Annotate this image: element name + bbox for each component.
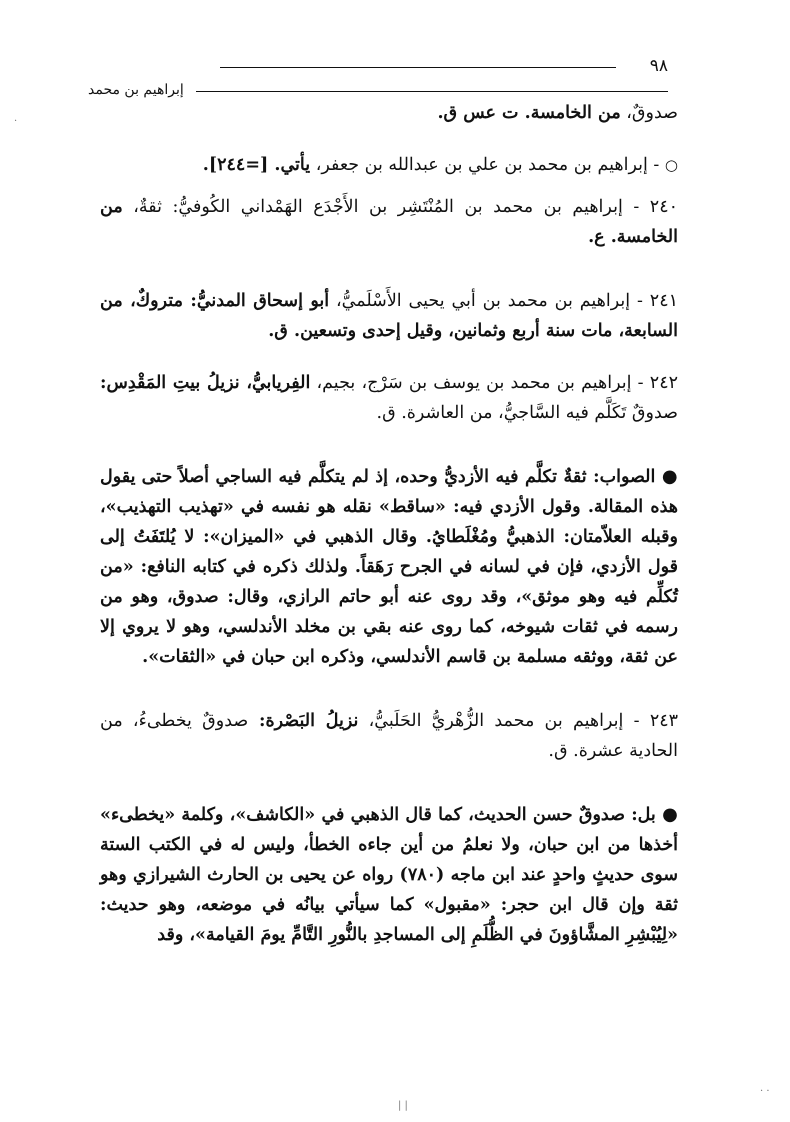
circle-marker-icon: ○: [664, 156, 678, 174]
entry-cross-reference: ○ - إبراهيم بن محمد بن علي بن عبدالله بن جعفر، يأتي. [=٢٤٤].: [202, 155, 678, 175]
page-body: [100, 98, 678, 950]
comment-243: ● بل: صدوقٌ حسن الحديث، كما قال الذهبي في «الكاشف»، وكلمة «يخطىء» أخذها من ابن حبان، ولا نعلمُ من أين جاءه الخطأ، وليس له في الكتب الستة سوى حديثٍ واحدٍ عند ابن ماجه (٧٨٠) رواه عن يحيى بن الحارث الشيرازي وهو ثقة وإن قال ابن حجر: «مقبول» كما سيأتي بيانُه في موضعه، وهو حديث: «لِيُبْشِرِ المشَّاؤونَ في الظُّلَمِ إلى المساجدِ بالنُّورِ التَّامِّ يومَ القيامة»، وقد: [100, 804, 678, 945]
header-rule-bottom: [196, 91, 668, 92]
running-title: إبراهيم بن محمد: [88, 82, 184, 98]
page-number: ٩٨: [649, 56, 668, 76]
entry-241: ٢٤١ - إبراهيم بن محمد بن أبي يحيى الأَسْلَميُّ، أبو إسحاق المدنيُّ: متروكٌ، من السابعة، مات سنة أربع وثمانين، وقيل إحدى وتسعين. ق.: [100, 291, 678, 341]
comment-242: ● الصواب: ثقةٌ تكلَّم فيه الأزديُّ وحده، إذ لم يتكلَّم فيه الساجي أصلاً حتى يقول هذه المقالة. وقول الأزدي فيه: «ساقط» نقله هو نفسه في «تهذيب التهذيب»، وقبله العلاّمتان: الذهبيُّ ومُغْلَطايُ. وقال الذهبي في «الميزان»: لا يُلتَفَتُ إلى قول الأزدي، فإن في لسانه في الجرح رَهَقاً. ولذلك ذكره في كتابه النافع: «من تُكلِّم فيه وهو موثق»، وقد روى عنه أبو حاتم الرازي، وقال: صدوق، وهو من رسمه في ثقات شيوخه، كما روى عنه بقي بن مخلد الأندلسي، وهو لا يروي إلا عن ثقة، ووثقه مسلمة بن قاسم الأندلسي، وذكره ابن حبان في «الثقات».: [100, 466, 678, 667]
scan-mark: ·: [14, 116, 18, 127]
entry-243: ٢٤٣ - إبراهيم بن محمد الزُّهْريُّ الحَلَبيُّ، نزيلُ البَصْرة: صدوقٌ يخطىءُ، من الحادية عشرة. ق.: [100, 711, 679, 761]
bullet-marker-icon: ●: [661, 466, 678, 487]
scan-mark: | |: [398, 1100, 408, 1111]
entry-242: ٢٤٢ - إبراهيم بن محمد بن يوسف بن سَرْج، بجيم، الفِريابيُّ، نزيلُ بيتِ المَقْدِس: صدوقٌ تَكَلَّم فيه السَّاجيُّ، من العاشرة. ق.: [100, 373, 678, 423]
header-rule-top: [220, 67, 616, 68]
scan-mark: · ·: [760, 1086, 770, 1097]
bullet-marker-icon: ●: [662, 804, 678, 825]
entry-240: ٢٤٠ - إبراهيم بن محمد بن المُنْتَشِر بن الأَجْدَع الهَمْداني الكُوفيُّ: ثقةٌ، من الخامسة. ع.: [100, 197, 678, 247]
entry-239-tail: صدوقٌ، من الخامسة. ت عس ق.: [437, 103, 678, 123]
